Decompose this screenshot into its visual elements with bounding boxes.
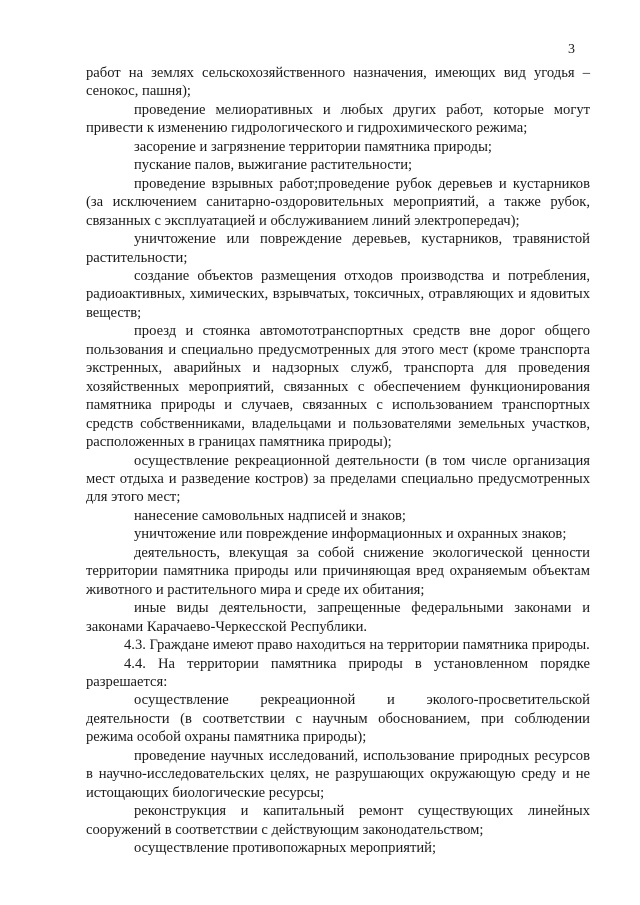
paragraph: уничтожение или повреждение деревьев, кустарников, травянистой растительности; bbox=[86, 231, 590, 266]
paragraph: работ на землях сельскохозяйственного назначения, имеющих вид угодья – сенокос, пашня); bbox=[86, 65, 590, 100]
paragraph: осуществление рекреационной деятельности (в том числе организация мест отдыха и разведение костров) за пределами специально предусмотренных для этого мест; bbox=[86, 452, 590, 506]
paragraph: реконструкция и капитальный ремонт существующих линейных сооружений в соответствии с действующим законодательством; bbox=[86, 803, 590, 838]
paragraph: проведение взрывных работ;проведение рубок деревьев и кустарников (за исключением санитарно-оздоровительных мероприятий, а также рубок, связанных с эксплуатацией и обслуживанием линий электропередач); bbox=[86, 175, 590, 229]
paragraph: иные виды деятельности, запрещенные федеральными законами и законами Карачаево-Черкесской Республики. bbox=[86, 600, 590, 635]
paragraph: проведение научных исследований, использование природных ресурсов в научно-исследовательских целях, не разрушающих окружающую среду и не истощающих биологические ресурсы; bbox=[86, 747, 590, 801]
document-body bbox=[86, 64, 590, 857]
paragraph: проезд и стоянка автомототранспортных средств вне дорог общего пользования и специально предусмотренных для этого мест (кроме транспорта экстренных, аварийных и надзорных служб, транспорта для проведения хозяйственных мероприятий, связанных с обеспечением функционирования памятника природы и случаев, связанных с использованием транспортных средств собственниками, владельцами и пользователями земельных участков, расположенных в границах памятника природы); bbox=[86, 323, 590, 451]
paragraph: создание объектов размещения отходов производства и потребления, радиоактивных, химических, взрывчатых, токсичных, отравляющих и ядовитых веществ; bbox=[86, 267, 590, 321]
paragraph: деятельность, влекущая за собой снижение экологической ценности территории памятника природы или причиняющая вред охраняемым объектам животного и растительного мира и среде их обитания; bbox=[86, 544, 590, 598]
paragraph: засорение и загрязнение территории памятника природы; bbox=[134, 138, 492, 155]
clause-paragraph: 4.4. На территории памятника природы в установленном порядке разрешается: bbox=[86, 655, 590, 690]
page-number: 3 bbox=[568, 42, 575, 57]
clause-paragraph: 4.3. Граждане имеют право находиться на территории памятника природы. bbox=[124, 637, 590, 654]
paragraph: нанесение самовольных надписей и знаков; bbox=[134, 507, 406, 524]
paragraph: проведение мелиоративных и любых других работ, которые могут привести к изменению гидрологического и гидрохимического режима; bbox=[86, 101, 590, 137]
paragraph: уничтожение или повреждение информационных и охранных знаков; bbox=[134, 526, 567, 543]
paragraph: пускание палов, выжигание растительности; bbox=[134, 157, 413, 174]
paragraph: осуществление рекреационной и эколого-просветительской деятельности (в соответствии с научным обоснованием, при соблюдении режима особой охраны памятника природы); bbox=[86, 692, 590, 746]
paragraph: осуществление противопожарных мероприятий; bbox=[134, 840, 437, 857]
